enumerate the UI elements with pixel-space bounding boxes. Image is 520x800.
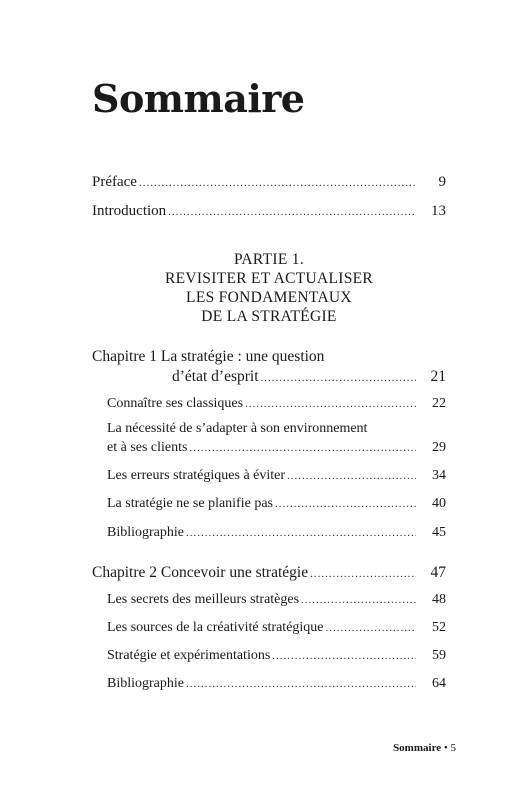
page-title: Sommaire	[92, 76, 305, 121]
toc-entry-chapter-1[interactable]	[172, 368, 446, 386]
footer-label: Sommaire	[393, 742, 442, 754]
toc-entry-section[interactable]	[107, 440, 446, 456]
leader-dots	[310, 568, 416, 580]
toc-entry-preface[interactable]	[92, 174, 446, 191]
toc-entry-label: d’état d’esprit	[172, 368, 259, 385]
part-heading	[92, 250, 446, 326]
leader-dots	[272, 650, 416, 662]
toc-page-number: 9	[438, 174, 446, 190]
toc-entry-label: Préface	[92, 174, 137, 190]
leader-dots	[189, 442, 416, 454]
toc-page-number: 34	[432, 468, 446, 483]
toc-entry-section[interactable]	[107, 648, 446, 664]
toc-page-number: 48	[432, 592, 446, 607]
toc-page-number: 64	[432, 676, 446, 691]
toc-entry-label: La stratégie ne se planifie pas	[107, 496, 273, 511]
leader-dots	[186, 527, 416, 539]
toc-entry-section[interactable]	[107, 620, 446, 636]
toc-page-number: 52	[432, 620, 446, 635]
leader-dots	[287, 470, 416, 482]
toc-page-number: 47	[430, 564, 446, 581]
toc-page-number: 13	[431, 203, 446, 219]
toc-entry-section[interactable]	[107, 396, 446, 412]
part-title-line: LES FONDAMENTAUX	[186, 289, 352, 306]
toc-entry-section[interactable]	[107, 676, 446, 692]
toc-page-number: 59	[432, 648, 446, 663]
toc-page-number: 29	[432, 440, 446, 455]
toc-entry-section[interactable]	[107, 468, 446, 484]
toc-entry-section[interactable]	[107, 592, 446, 608]
leader-dots	[139, 177, 416, 189]
toc-entry-label: Connaître ses classiques	[107, 396, 244, 411]
toc-page-number: 21	[430, 368, 446, 385]
leader-dots	[261, 372, 416, 384]
toc-page-number: 40	[432, 496, 446, 511]
leader-dots	[326, 622, 416, 634]
part-title-line: REVISITER ET ACTUALISER	[164, 270, 374, 287]
toc-entry-introduction[interactable]	[92, 203, 446, 220]
toc-entry-label: Les secrets des meilleurs stratèges	[107, 592, 300, 607]
chapter-heading: Chapitre 1 La stratégie : une question	[92, 348, 325, 365]
page-footer	[393, 742, 456, 754]
toc-entry-label: Les sources de la créativité stratégique	[107, 620, 324, 635]
toc-entry-chapter-2[interactable]	[92, 564, 446, 582]
toc-entry-label: Bibliographie	[107, 525, 184, 540]
leader-dots	[186, 678, 416, 690]
leader-dots	[275, 498, 416, 510]
toc-entry-label: Bibliographie	[107, 676, 184, 691]
part-title-line: DE LA STRATÉGIE	[201, 308, 337, 325]
toc-page-number: 45	[432, 525, 446, 540]
toc-entry-label: Chapitre 2 Concevoir une stratégie	[92, 564, 309, 581]
leader-dots	[301, 594, 416, 606]
leader-dots	[245, 398, 416, 410]
leader-dots	[168, 206, 416, 218]
toc-entry-label: Stratégie et expérimentations	[107, 648, 271, 663]
part-number: PARTIE 1.	[233, 251, 305, 268]
toc-entry-label-line1: La nécessité de s’adapter à son environnement	[107, 421, 368, 436]
toc-entry-section[interactable]	[107, 525, 446, 541]
footer-page-number: 5	[450, 742, 456, 754]
toc-entry-label: et à ses clients	[107, 440, 188, 455]
toc-entry-label: Les erreurs stratégiques à éviter	[107, 468, 286, 483]
toc-entry-section[interactable]	[107, 496, 446, 512]
footer-separator: •	[443, 742, 448, 754]
toc-page-number: 22	[432, 396, 446, 411]
toc-entry-label: Introduction	[92, 203, 167, 219]
